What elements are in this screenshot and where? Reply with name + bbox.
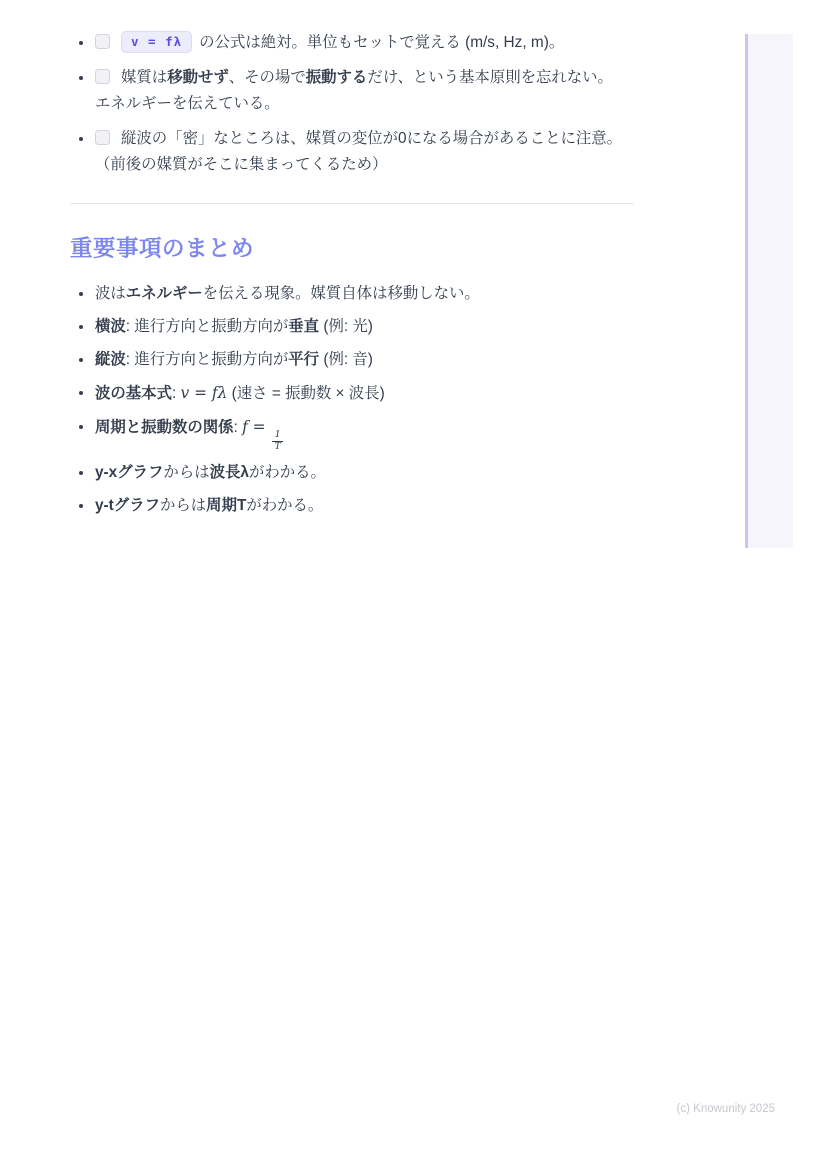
task-checkbox[interactable] xyxy=(95,130,110,145)
list-item-text xyxy=(95,460,634,486)
checklist-item xyxy=(78,30,634,56)
text: がわかる。 xyxy=(248,463,326,481)
math-expression: f = xyxy=(242,418,271,436)
text: 、その場で xyxy=(228,69,306,86)
text: 媒質は xyxy=(121,69,168,86)
text: : xyxy=(171,385,181,402)
bold-text: 縦波 xyxy=(95,351,126,368)
summary-item xyxy=(78,380,634,407)
fraction xyxy=(272,430,282,453)
bold-text: エネルギー xyxy=(125,285,203,302)
task-checkbox[interactable] xyxy=(95,34,110,49)
summary-item xyxy=(78,460,634,486)
bullet-icon xyxy=(78,281,95,307)
text: を伝える現象。媒質自体は移動しない。 xyxy=(202,285,480,302)
bold-text: 周期T xyxy=(206,496,247,514)
text: (例: 光) xyxy=(319,318,373,335)
summary-list xyxy=(70,281,634,519)
list-item-text xyxy=(95,30,634,56)
list-item-text xyxy=(95,65,634,117)
text: : 進行方向と振動方向が xyxy=(125,351,289,368)
task-checkbox[interactable] xyxy=(95,69,110,84)
bold-text: 横波 xyxy=(95,318,126,335)
list-item-text xyxy=(95,314,634,340)
bullet-icon xyxy=(78,126,95,152)
list-item-text xyxy=(95,281,634,307)
bold-text: 波の基本式 xyxy=(95,385,172,402)
text: : 進行方向と振動方向が xyxy=(125,318,289,335)
next-page-edge xyxy=(745,34,793,548)
bullet-icon xyxy=(78,314,95,340)
bold-text: 平行 xyxy=(288,351,320,368)
bold-text: y-tグラフ xyxy=(95,496,160,514)
text: 縦波の「密」なところは、媒質の変位が0になる場合があることに注意。 xyxy=(121,130,623,147)
inline-code: v = fλ xyxy=(121,31,192,53)
text: 波は xyxy=(95,285,126,302)
bullet-icon xyxy=(78,414,95,440)
summary-item xyxy=(78,314,634,340)
text: : xyxy=(233,419,243,436)
copyright: (c) Knowunity 2025 xyxy=(676,1103,775,1115)
summary-item xyxy=(78,281,634,307)
bold-text: 周期と振動数の関係 xyxy=(95,419,234,436)
bullet-icon xyxy=(78,347,95,373)
bold-text: 振動する xyxy=(305,69,368,86)
text: の公式は絶対。単位もセットで覚える (m/s, Hz, m)。 xyxy=(199,34,565,51)
fraction-numerator: 1 xyxy=(274,429,281,440)
bullet-icon xyxy=(78,65,95,91)
list-item-text xyxy=(95,126,634,178)
text: (例: 音) xyxy=(319,351,373,368)
text: （前後の媒質がそこに集まってくるため） xyxy=(95,156,388,173)
list-item-text xyxy=(95,414,634,453)
summary-item xyxy=(78,414,634,453)
list-item-text xyxy=(95,347,634,373)
list-item-text xyxy=(95,380,634,407)
summary-item xyxy=(78,493,634,519)
text: からは xyxy=(159,496,207,514)
section-heading: 重要事項のまとめ xyxy=(70,236,255,261)
bold-text: 垂直 xyxy=(288,318,320,335)
summary-item xyxy=(78,347,634,373)
bullet-icon xyxy=(78,30,95,56)
checklist-item xyxy=(78,65,634,117)
bold-text: 移動せず xyxy=(167,69,229,86)
math-expression: v = fλ xyxy=(180,384,228,402)
list-item-text xyxy=(95,493,634,519)
text: (速さ = 振動数 × 波長) xyxy=(227,385,385,402)
bold-text: y-xグラフ xyxy=(95,463,164,481)
bullet-icon xyxy=(78,380,95,406)
text: からは xyxy=(163,463,210,481)
text: だけ、という基本原則を忘れない。 xyxy=(367,69,613,86)
checklist-item xyxy=(78,126,634,178)
bullet-icon xyxy=(78,493,95,519)
document-content xyxy=(70,30,634,526)
text: エネルギーを伝えている。 xyxy=(95,95,280,112)
fraction-denominator: T xyxy=(274,440,281,452)
bold-text: 波長λ xyxy=(209,463,249,481)
bullet-icon xyxy=(78,460,95,486)
section-divider xyxy=(70,203,634,204)
checklist xyxy=(70,30,634,178)
text: がわかる。 xyxy=(246,496,324,514)
